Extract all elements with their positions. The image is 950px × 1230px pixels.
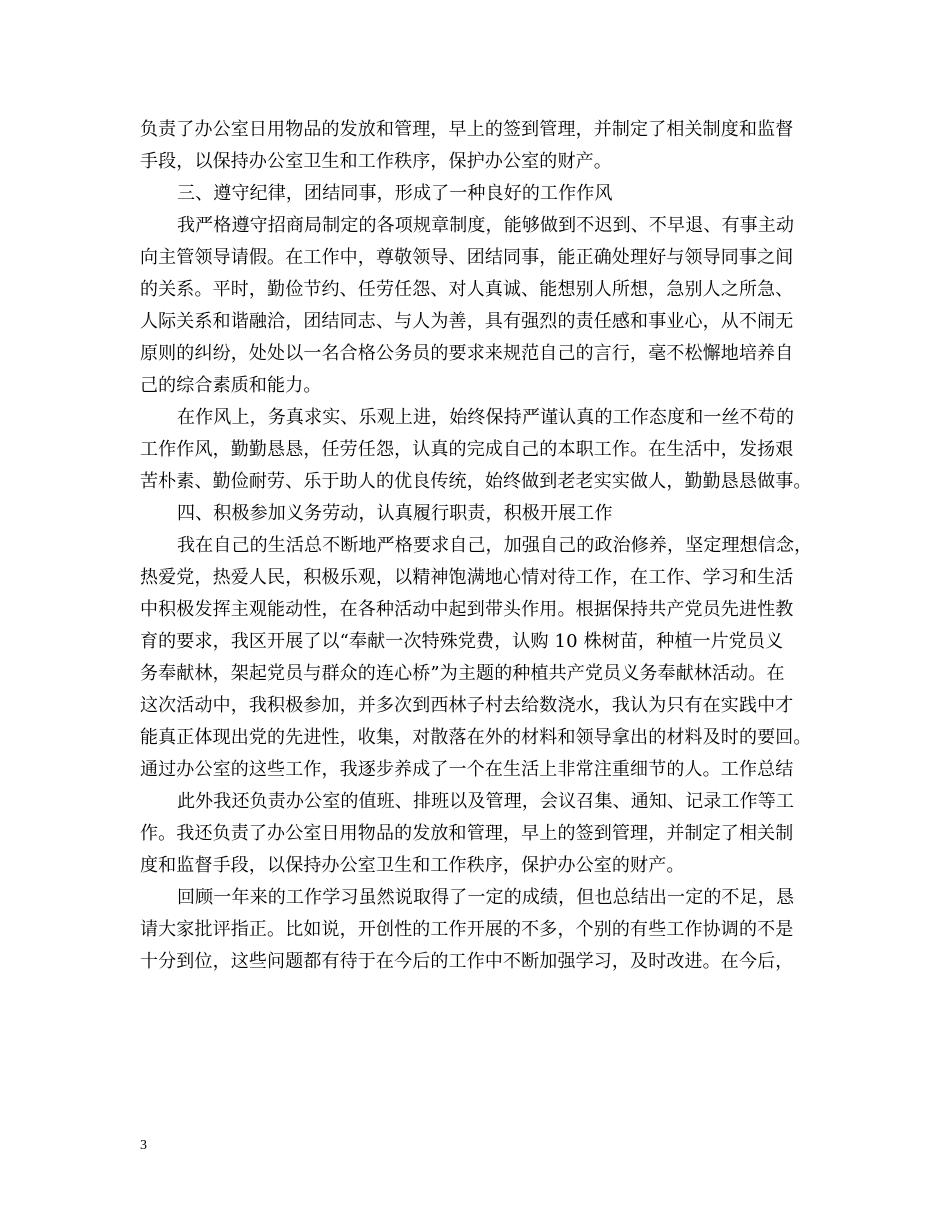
text-line: 中积极发挥主观能动性，在各种活动中起到带头作用。根据保持共产党员先进性教 [140, 599, 794, 620]
text-line: 热爱党，热爱人民，积极乐观，以精神饱满地心情对待工作，在工作、学习和生活 [140, 567, 794, 588]
text-line: 作。我还负责了办公室日用物品的发放和管理，早上的签到管理，并制定了相关制 [140, 823, 794, 844]
text-line: 回顾一年来的工作学习虽然说取得了一定的成绩，但也总结出一定的不足，恳 [177, 887, 795, 908]
text-line: 负责了办公室日用物品的发放和管理，早上的签到管理，并制定了相关制度和监督 [140, 119, 794, 140]
text-line: 度和监督手段，以保持办公室卫生和工作秩序，保护办公室的财产。 [140, 855, 685, 876]
page-number: 3 [140, 1138, 147, 1153]
text-line: 十分到位，这些问题都有待于在今后的工作中不断加强学习，及时改进。在今后， [140, 951, 794, 972]
text-line: 在作风上，务真求实、乐观上进，始终保持严谨认真的工作态度和一丝不苟的 [177, 407, 795, 428]
text-line: 此外我还负责办公室的值班、排班以及管理，会议召集、通知、记录工作等工 [177, 791, 795, 812]
text-line: 的关系。平时，勤俭节约、任劳任怨、对人真诚、能想别人所想，急别人之所急、 [140, 279, 794, 300]
text-line: 向主管领导请假。在工作中，尊敬领导、团结同事，能正确处理好与领导同事之间 [140, 247, 794, 268]
text-line: 人际关系和谐融洽，团结同志、与人为善，具有强烈的责任感和事业心，从不闹无 [140, 311, 794, 332]
text-line: 能真正体现出党的先进性，收集，对散落在外的材料和领导拿出的材料及时的要回。 [140, 727, 812, 748]
text-line: 请大家批评指正。比如说，开创性的工作开展的不多，个别的有些工作协调的不是 [140, 919, 794, 940]
text-line: 工作作风，勤勤恳恳，任劳任怨，认真的完成自己的本职工作。在生活中，发扬艰 [140, 439, 794, 460]
text-line: 三、遵守纪律，团结同事，形成了一种良好的工作作风 [177, 183, 613, 204]
text-line: 育的要求，我区开展了以“奉献一次特殊党费，认购 10 株树苗，种植一片党员义 [140, 631, 784, 652]
text-line: 四、积极参加义务劳动，认真履行职责，积极开展工作 [177, 503, 613, 524]
text-line: 这次活动中，我积极参加，并多次到西林子村去给数浇水，我认为只有在实践中才 [140, 695, 794, 716]
document-body [140, 114, 820, 978]
text-line: 己的综合素质和能力。 [140, 375, 322, 396]
text-line: 原则的纠纷，处处以一名合格公务员的要求来规范自己的言行，毫不松懈地培养自 [140, 343, 794, 364]
text-line: 我严格遵守招商局制定的各项规章制度，能够做到不迟到、不早退、有事主动 [177, 215, 795, 236]
text-line: 手段，以保持办公室卫生和工作秩序，保护办公室的财产。 [140, 151, 612, 172]
text-line: 务奉献林，架起党员与群众的连心桥”为主题的种植共产党员义务奉献林活动。在 [140, 663, 785, 684]
text-line: 苦朴素、勤俭耐劳、乐于助人的优良传统，始终做到老老实实做人，勤勤恳恳做事。 [140, 471, 812, 492]
text-line: 通过办公室的这些工作，我逐步养成了一个在生活上非常注重细节的人。工作总结 [140, 759, 794, 780]
text-line: 我在自己的生活总不断地严格要求自己，加强自己的政治修养，坚定理想信念， [177, 535, 813, 556]
